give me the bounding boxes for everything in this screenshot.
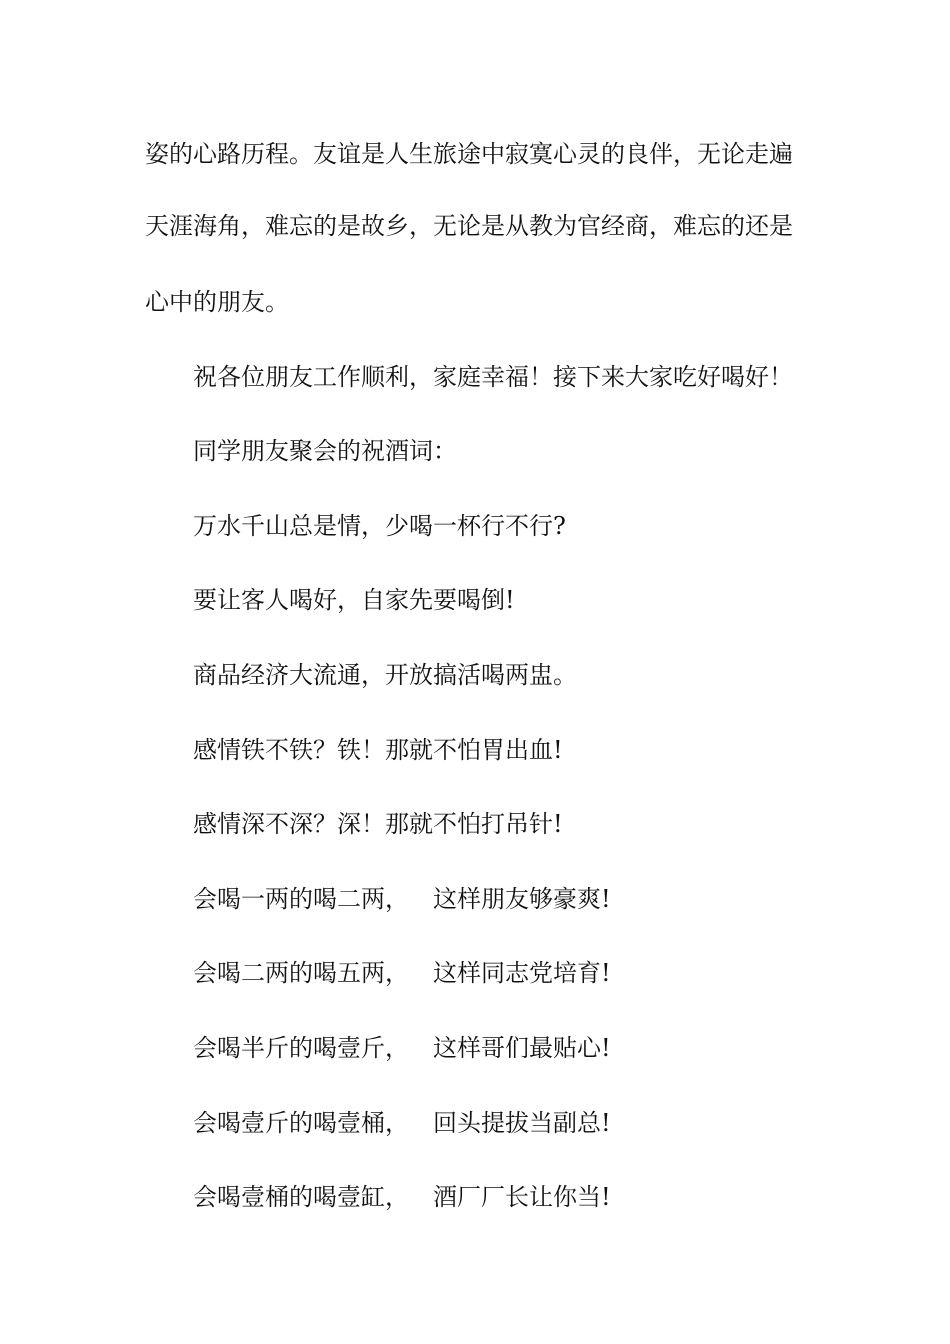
paired-verse-line bbox=[193, 1107, 611, 1139]
verse-second-half: 酒厂厂长让你当! bbox=[433, 1183, 611, 1211]
verse-line: 感情深不深？深！那就不怕打吊针! bbox=[193, 810, 563, 838]
verse-second-half: 回头提拔当副总! bbox=[433, 1109, 611, 1137]
verse-first-half: 会喝一两的喝二两， bbox=[193, 885, 409, 913]
verse-second-half: 这样哥们最贴心! bbox=[433, 1034, 611, 1062]
paired-verse-line bbox=[193, 1181, 611, 1213]
body-text-line: 姿的心路历程。友谊是人生旅途中寂寞心灵的良伴，无论走遍 bbox=[145, 140, 793, 168]
section-heading: 同学朋友聚会的祝酒词： bbox=[193, 437, 457, 465]
paired-verse-line bbox=[193, 883, 611, 915]
verse-line: 商品经济大流通，开放搞活喝两盅。 bbox=[193, 661, 577, 689]
verse-first-half: 会喝二两的喝五两， bbox=[193, 959, 409, 987]
paired-verse-line bbox=[193, 1032, 611, 1064]
verse-second-half: 这样朋友够豪爽! bbox=[433, 885, 611, 913]
verse-line: 感情铁不铁？铁！那就不怕胃出血! bbox=[193, 736, 563, 764]
verse-first-half: 会喝半斤的喝壹斤， bbox=[193, 1034, 409, 1062]
verse-first-half: 会喝壹桶的喝壹缸， bbox=[193, 1183, 409, 1211]
verse-line: 万水千山总是情，少喝一杯行不行? bbox=[193, 512, 566, 540]
verse-first-half: 会喝壹斤的喝壹桶， bbox=[193, 1109, 409, 1137]
body-text-line: 心中的朋友。 bbox=[145, 288, 289, 316]
closing-line: 祝各位朋友工作顺利，家庭幸福！接下来大家吃好喝好！ bbox=[193, 363, 793, 391]
paired-verse-line bbox=[193, 957, 611, 989]
body-text-line: 天涯海角，难忘的是故乡，无论是从教为官经商，难忘的还是 bbox=[145, 212, 793, 240]
verse-line: 要让客人喝好，自家先要喝倒! bbox=[193, 586, 515, 614]
verse-second-half: 这样同志党培育! bbox=[433, 959, 611, 987]
